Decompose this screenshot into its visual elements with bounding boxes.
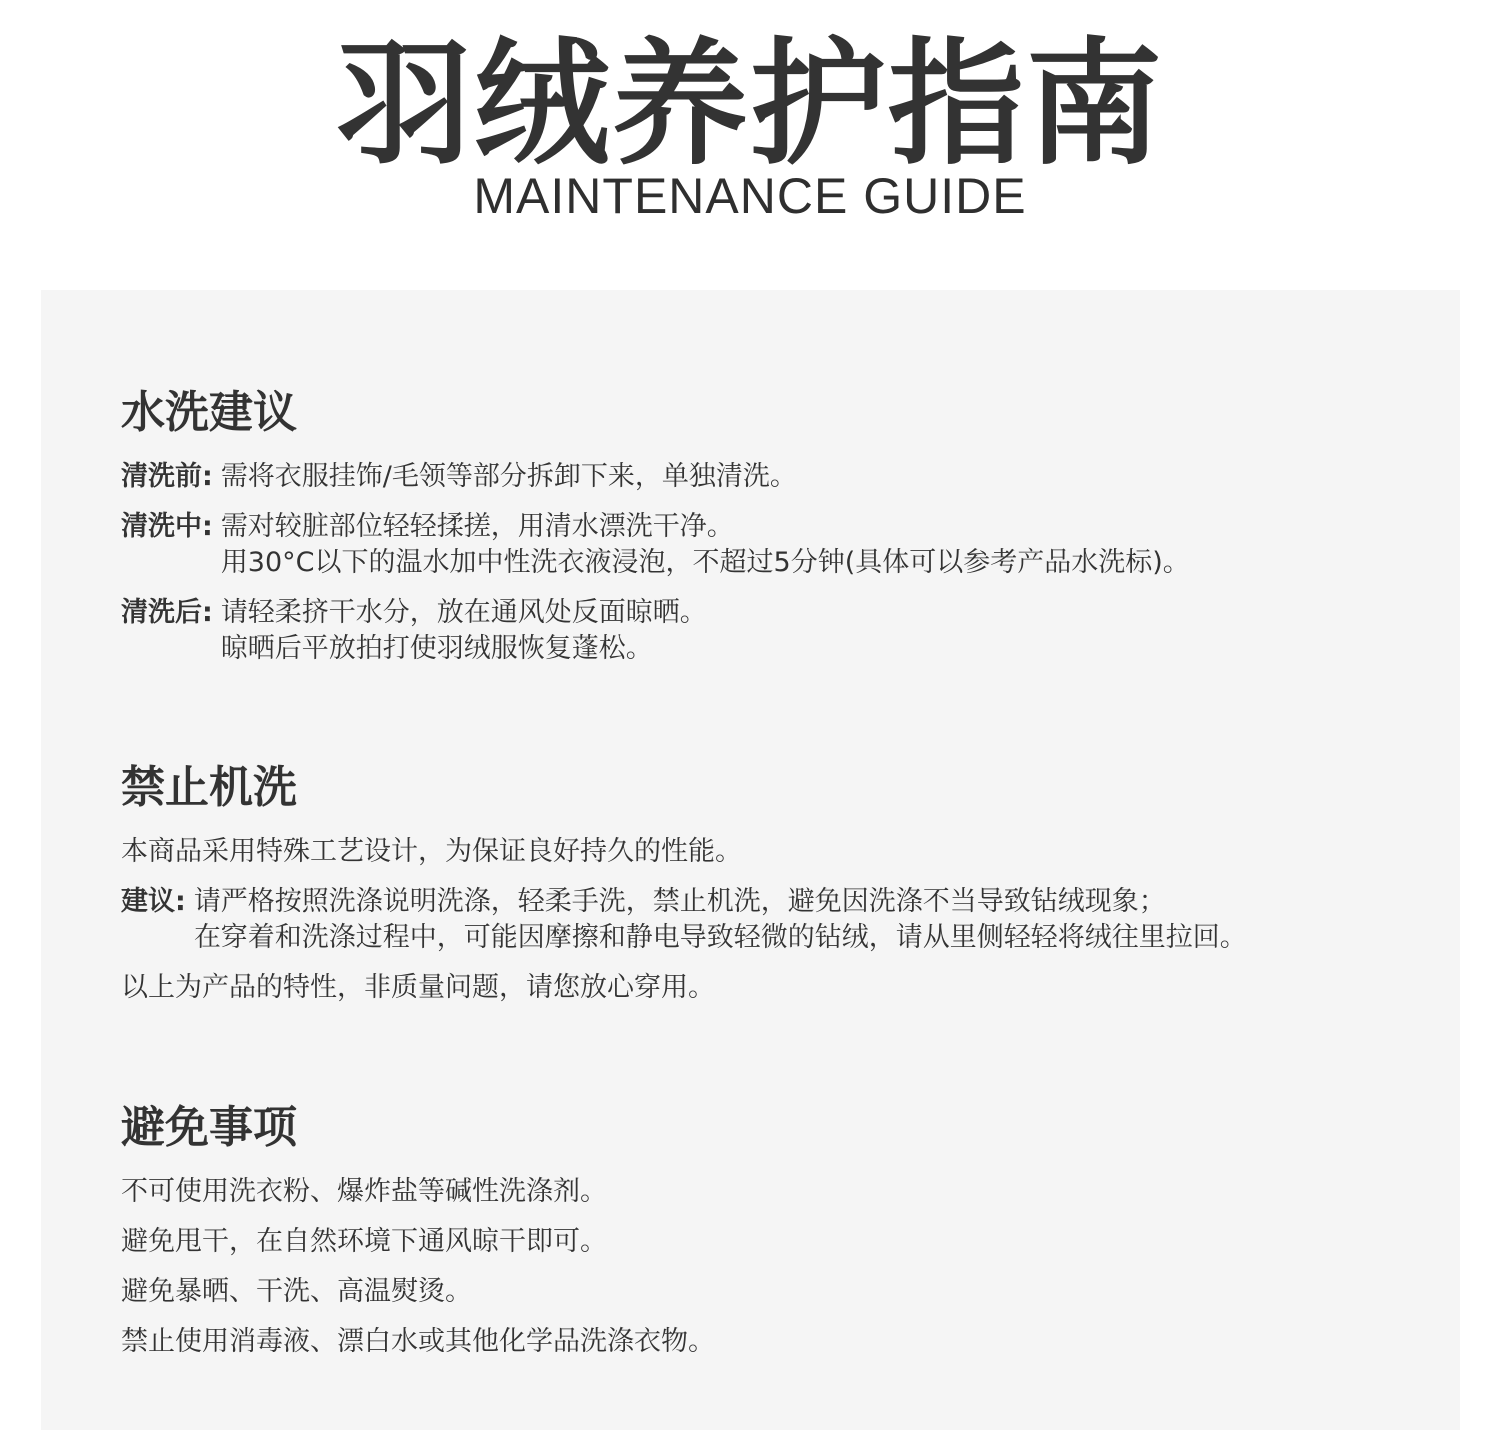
- section-wash: [121, 385, 1441, 667]
- section-title-wash: 水洗建议: [121, 387, 297, 438]
- wash-item-line: 晾晒后平放拍打使羽绒服恢复蓬松。: [220, 633, 653, 664]
- wash-item-line: 用30°C以下的温水加中性洗衣液浸泡，不超过5分钟(具体可以参考产品水洗标)。: [220, 547, 1190, 578]
- wash-item-label: 清洗前:: [121, 461, 213, 492]
- section-no-machine: [121, 760, 1441, 1006]
- guide-panel: [41, 290, 1460, 1430]
- avoid-item: 禁止使用消毒液、漂白水或其他化学品洗涤衣物。: [121, 1326, 715, 1357]
- wash-item-line: 需对较脏部位轻轻揉搓，用清水漂洗干净。: [220, 511, 734, 542]
- avoid-item: 不可使用洗衣粉、爆炸盐等碱性洗涤剂。: [121, 1176, 607, 1207]
- page-header: [0, 0, 1500, 290]
- advice-label: 建议:: [121, 886, 186, 917]
- wash-item-label: 清洗后:: [121, 597, 213, 628]
- section-title-no-machine: 禁止机洗: [121, 762, 297, 813]
- advice-line: 请严格按照洗涤说明洗涤，轻柔手洗，禁止机洗，避免因洗涤不当导致钻绒现象；: [193, 886, 1166, 917]
- no-machine-intro: 本商品采用特殊工艺设计，为保证良好持久的性能。: [121, 836, 742, 867]
- advice-line: 在穿着和洗涤过程中，可能因摩擦和静电导致轻微的钻绒，请从里侧轻轻将绒往里拉回。: [193, 922, 1247, 953]
- no-machine-advice: [121, 884, 1441, 956]
- page-subtitle: MAINTENANCE GUIDE: [473, 168, 1027, 224]
- avoid-item: 避免甩干，在自然环境下通风晾干即可。: [121, 1226, 607, 1257]
- wash-item-line: 请轻柔挤干水分，放在通风处反面晾晒。: [220, 597, 707, 628]
- section-title-avoid: 避免事项: [121, 1102, 297, 1153]
- wash-item-during: [121, 509, 1441, 581]
- wash-item-line: 需将衣服挂饰/毛领等部分拆卸下来，单独清洗。: [220, 461, 797, 492]
- avoid-item: 避免暴晒、干洗、高温熨烫。: [121, 1276, 472, 1307]
- section-avoid: [121, 1100, 1441, 1360]
- wash-item-before: [121, 459, 1441, 495]
- page-title: 羽绒养护指南: [336, 26, 1164, 184]
- no-machine-outro: 以上为产品的特性，非质量问题，请您放心穿用。: [121, 972, 715, 1003]
- wash-item-after: [121, 595, 1441, 667]
- wash-item-label: 清洗中:: [121, 511, 213, 542]
